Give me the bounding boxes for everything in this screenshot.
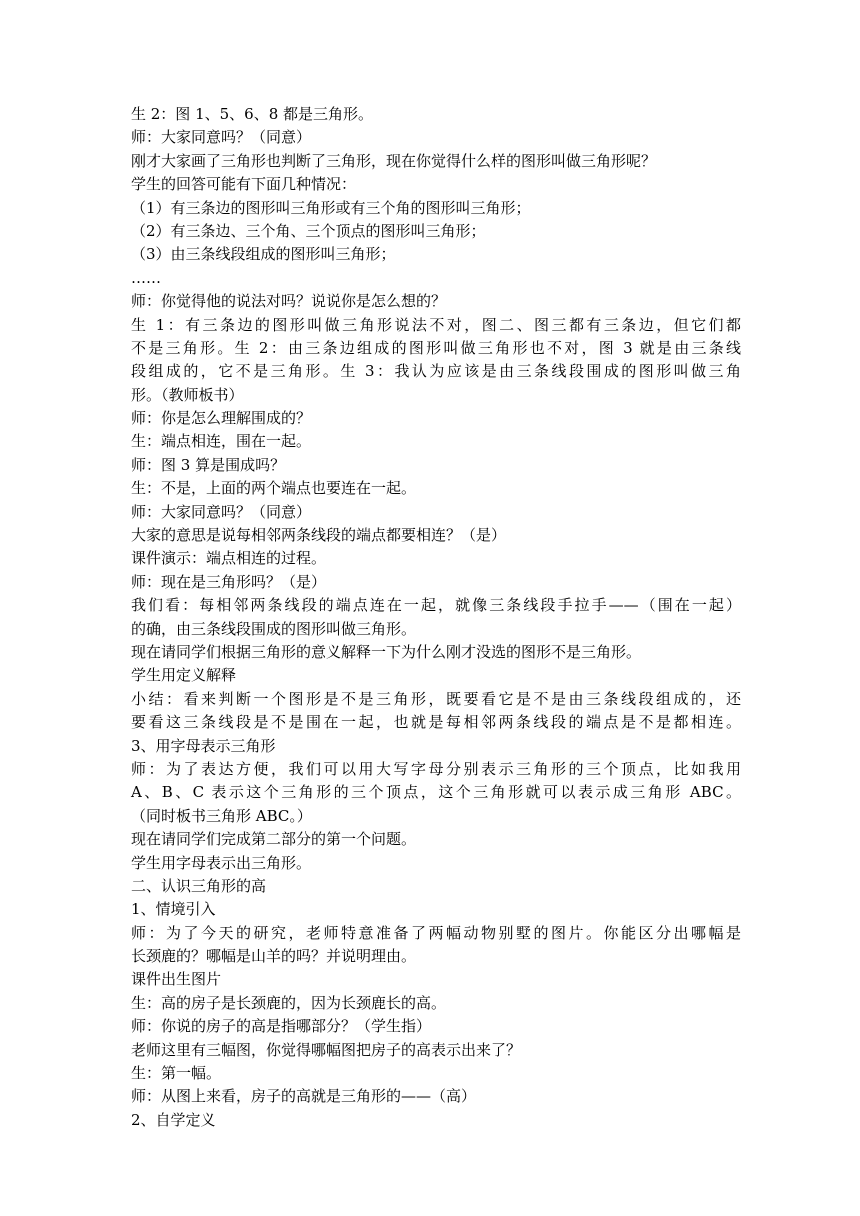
text-line: 老师这里有三幅图，你觉得哪幅图把房子的高表示出来了？ [131, 1040, 522, 1059]
text-line: 师：你是怎么理解围成的？ [131, 409, 312, 428]
text-line: 的确，由三条线段围成的图形叫做三角形。 [131, 619, 417, 638]
text-line: 生：端点相连，围在一起。 [131, 432, 312, 451]
text-line: 师：为了表达方便，我们可以用大写字母分别表示三角形的三个顶点，比如我用 [131, 759, 741, 778]
text-line: 现在请同学们根据三角形的意义解释一下为什么刚才没选的图形不是三角形。 [131, 642, 642, 661]
text-line: 师：你觉得他的说法对吗？说说你是怎么想的？ [131, 292, 447, 311]
text-line: 师：现在是三角形吗？（是） [131, 572, 327, 591]
text-line: （同时板书三角形 ABC。） [131, 806, 312, 825]
text-line: 师：大家同意吗？（同意） [131, 128, 312, 147]
section-heading: 1、情境引入 [131, 900, 216, 919]
text-line: 师：为了今天的研究，老师特意准备了两幅动物别墅的图片。你能区分出哪幅是 [131, 923, 741, 942]
section-heading: 2、自学定义 [131, 1110, 216, 1129]
section-heading: 二、认识三角形的高 [131, 876, 267, 895]
text-line: 长颈鹿的？哪幅是山羊的吗？并说明理由。 [131, 947, 417, 966]
text-line: 生：第一幅。 [131, 1064, 222, 1083]
text-line: 师：从图上来看，房子的高就是三角形的——（高） [131, 1087, 477, 1106]
text-line: …… [131, 268, 161, 287]
text-line: 现在请同学们完成第二部分的第一个问题。 [131, 830, 417, 849]
text-line: 师：图 3 算是围成吗？ [131, 455, 286, 474]
text-line: 小结：看来判断一个图形是不是三角形，既要看它是不是由三条线段组成的，还 [131, 689, 741, 708]
text-line: 不是三角形。生 2：由三条边组成的图形叫做三角形也不对，图 3 就是由三条线 [131, 338, 741, 357]
text-line: 学生用定义解释 [131, 666, 237, 685]
text-line: （2）有三条边、三个角、三个顶点的图形叫三角形； [131, 221, 486, 240]
text-line: 课件出生图片 [131, 970, 222, 989]
text-line: （1）有三条边的图形叫三角形或有三个角的图形叫三角形； [131, 198, 531, 217]
text-line: 刚才大家画了三角形也判断了三角形，现在你觉得什么样的图形叫做三角形呢？ [131, 151, 657, 170]
text-line: A、B、C 表示这个三角形的三个顶点，这个三角形就可以表示成三角形 ABC。 [131, 783, 741, 802]
text-line: 形。（教师板书） [131, 385, 244, 404]
section-heading: 3、用字母表示三角形 [131, 736, 276, 755]
text-line: 生 1：有三条边的图形叫做三角形说法不对，图二、图三都有三条边，但它们都 [131, 315, 741, 334]
document-body [131, 103, 741, 1132]
text-line: 生 2：图 1、5、6、8 都是三角形。 [131, 105, 374, 123]
text-line: 大家的意思是说每相邻两条线段的端点都要相连？（是） [131, 526, 507, 545]
text-line: （3）由三条线段组成的图形叫三角形； [131, 245, 396, 264]
text-line: 要看这三条线段是不是围在一起，也就是每相邻两条线段的端点是不是都相连。 [131, 713, 741, 732]
text-line: 生：不是，上面的两个端点也要连在一起。 [131, 479, 417, 498]
text-line: 段组成的，它不是三角形。生 3：我认为应该是由三条线段围成的图形叫做三角 [131, 362, 741, 381]
text-line: 我们看：每相邻两条线段的端点连在一起，就像三条线段手拉手——（围在一起） [131, 596, 741, 615]
text-line: 课件演示：端点相连的过程。 [131, 549, 327, 568]
text-line: 师：你说的房子的高是指哪部分？（学生指） [131, 1017, 432, 1036]
text-line: 学生的回答可能有下面几种情况： [131, 175, 357, 194]
text-line: 师：大家同意吗？（同意） [131, 502, 312, 521]
text-line: 学生用字母表示出三角形。 [131, 853, 312, 872]
text-line: 生：高的房子是长颈鹿的，因为长颈鹿长的高。 [131, 993, 447, 1012]
